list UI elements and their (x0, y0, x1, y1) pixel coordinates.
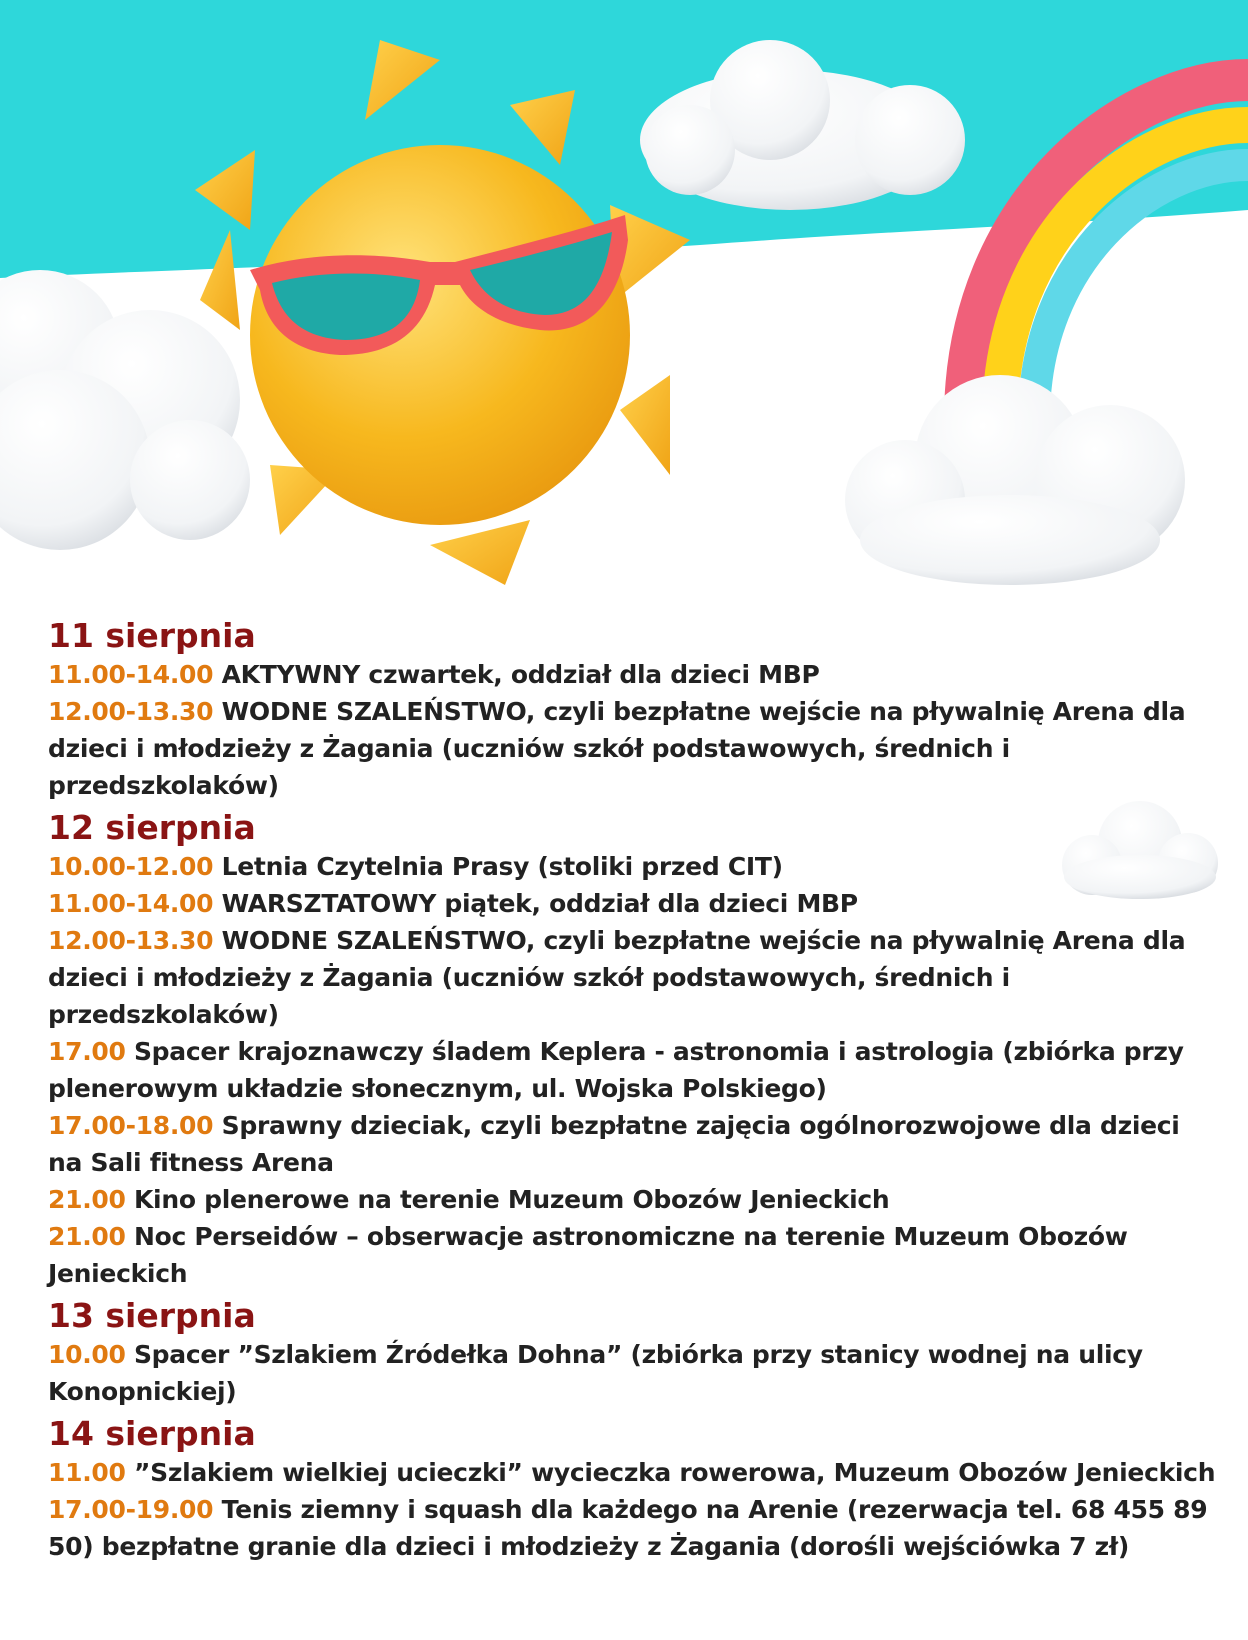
event-text: Spacer ”Szlakiem Źródełka Dohna” (zbiórka przy stanicy wodnej na ulicy Konopnickiej) (48, 1340, 1143, 1406)
day-title: 13 sierpnia (48, 1296, 256, 1335)
event-text: WARSZTATOWY piątek, oddział dla dzieci MBP (213, 889, 858, 918)
sun-with-sunglasses-icon (250, 145, 630, 525)
header-illustration (0, 0, 1248, 610)
event-time: 11.00-14.00 (48, 889, 214, 918)
event-item (48, 922, 1218, 1033)
event-time: 17.00-19.00 (48, 1495, 214, 1524)
event-item (48, 693, 1218, 804)
event-time: 21.00 (48, 1185, 126, 1214)
event-item (48, 1336, 1218, 1410)
day-title: 14 sierpnia (48, 1414, 256, 1453)
event-time: 10.00 (48, 1340, 126, 1369)
event-time: 12.00-13.30 (48, 926, 214, 955)
event-item (48, 885, 1218, 922)
cloud-icon (845, 375, 1185, 585)
event-item (48, 1454, 1218, 1491)
event-time: 10.00-12.00 (48, 852, 214, 881)
event-text: Spacer krajoznawczy śladem Keplera - astronomia i astrologia (zbiórka przy plenerowym układzie słonecznym, ul. Wojska Polskiego) (48, 1037, 1184, 1103)
event-text: ”Szlakiem wielkiej ucieczki” wycieczka rowerowa, Muzeum Obozów Jenieckich (125, 1458, 1216, 1487)
event-time: 21.00 (48, 1222, 126, 1251)
event-text: Tenis ziemny i squash dla każdego na Arenie (rezerwacja tel. 68 455 89 50) bezpłatne granie dla dzieci i młodzieży z Żagania (dorośli wejściówka 7 zł) (48, 1495, 1208, 1561)
event-text: Sprawny dzieciak, czyli bezpłatne zajęcia ogólnorozwojowe dla dzieci na Sali fitness Arena (48, 1111, 1180, 1177)
event-time: 17.00 (48, 1037, 126, 1066)
event-item (48, 1033, 1218, 1107)
event-text: WODNE SZALEŃSTWO, czyli bezpłatne wejście na pływalnię Arena dla dzieci i młodzieży z Żagania (uczniów szkół podstawowych, średnich i przedszkolaków) (48, 697, 1186, 800)
event-item (48, 1218, 1218, 1292)
event-item (48, 1181, 1218, 1218)
event-text: AKTYWNY czwartek, oddział dla dzieci MBP (213, 660, 820, 689)
event-time: 11.00-14.00 (48, 660, 214, 689)
event-time: 11.00 (48, 1458, 126, 1487)
event-item (48, 1107, 1218, 1181)
day-title: 11 sierpnia (48, 616, 256, 655)
event-text: Letnia Czytelnia Prasy (stoliki przed CIT) (213, 852, 783, 881)
event-time: 12.00-13.30 (48, 697, 214, 726)
event-item (48, 656, 1218, 693)
event-text: Noc Perseidów – obserwacje astronomiczne na terenie Muzeum Obozów Jenieckich (48, 1222, 1128, 1288)
day-section (48, 808, 1218, 1292)
event-item (48, 1491, 1218, 1565)
day-section (48, 616, 1218, 804)
day-title: 12 sierpnia (48, 808, 256, 847)
cloud-icon (0, 270, 250, 550)
day-section (48, 1296, 1218, 1410)
day-section (48, 1414, 1218, 1565)
event-item (48, 848, 1218, 885)
schedule (48, 616, 1218, 1569)
event-text: WODNE SZALEŃSTWO, czyli bezpłatne wejście na pływalnię Arena dla dzieci i młodzieży z Żagania (uczniów szkół podstawowych, średnich i przedszkolaków) (48, 926, 1186, 1029)
event-time: 17.00-18.00 (48, 1111, 214, 1140)
event-text: Kino plenerowe na terenie Muzeum Obozów Jenieckich (125, 1185, 890, 1214)
